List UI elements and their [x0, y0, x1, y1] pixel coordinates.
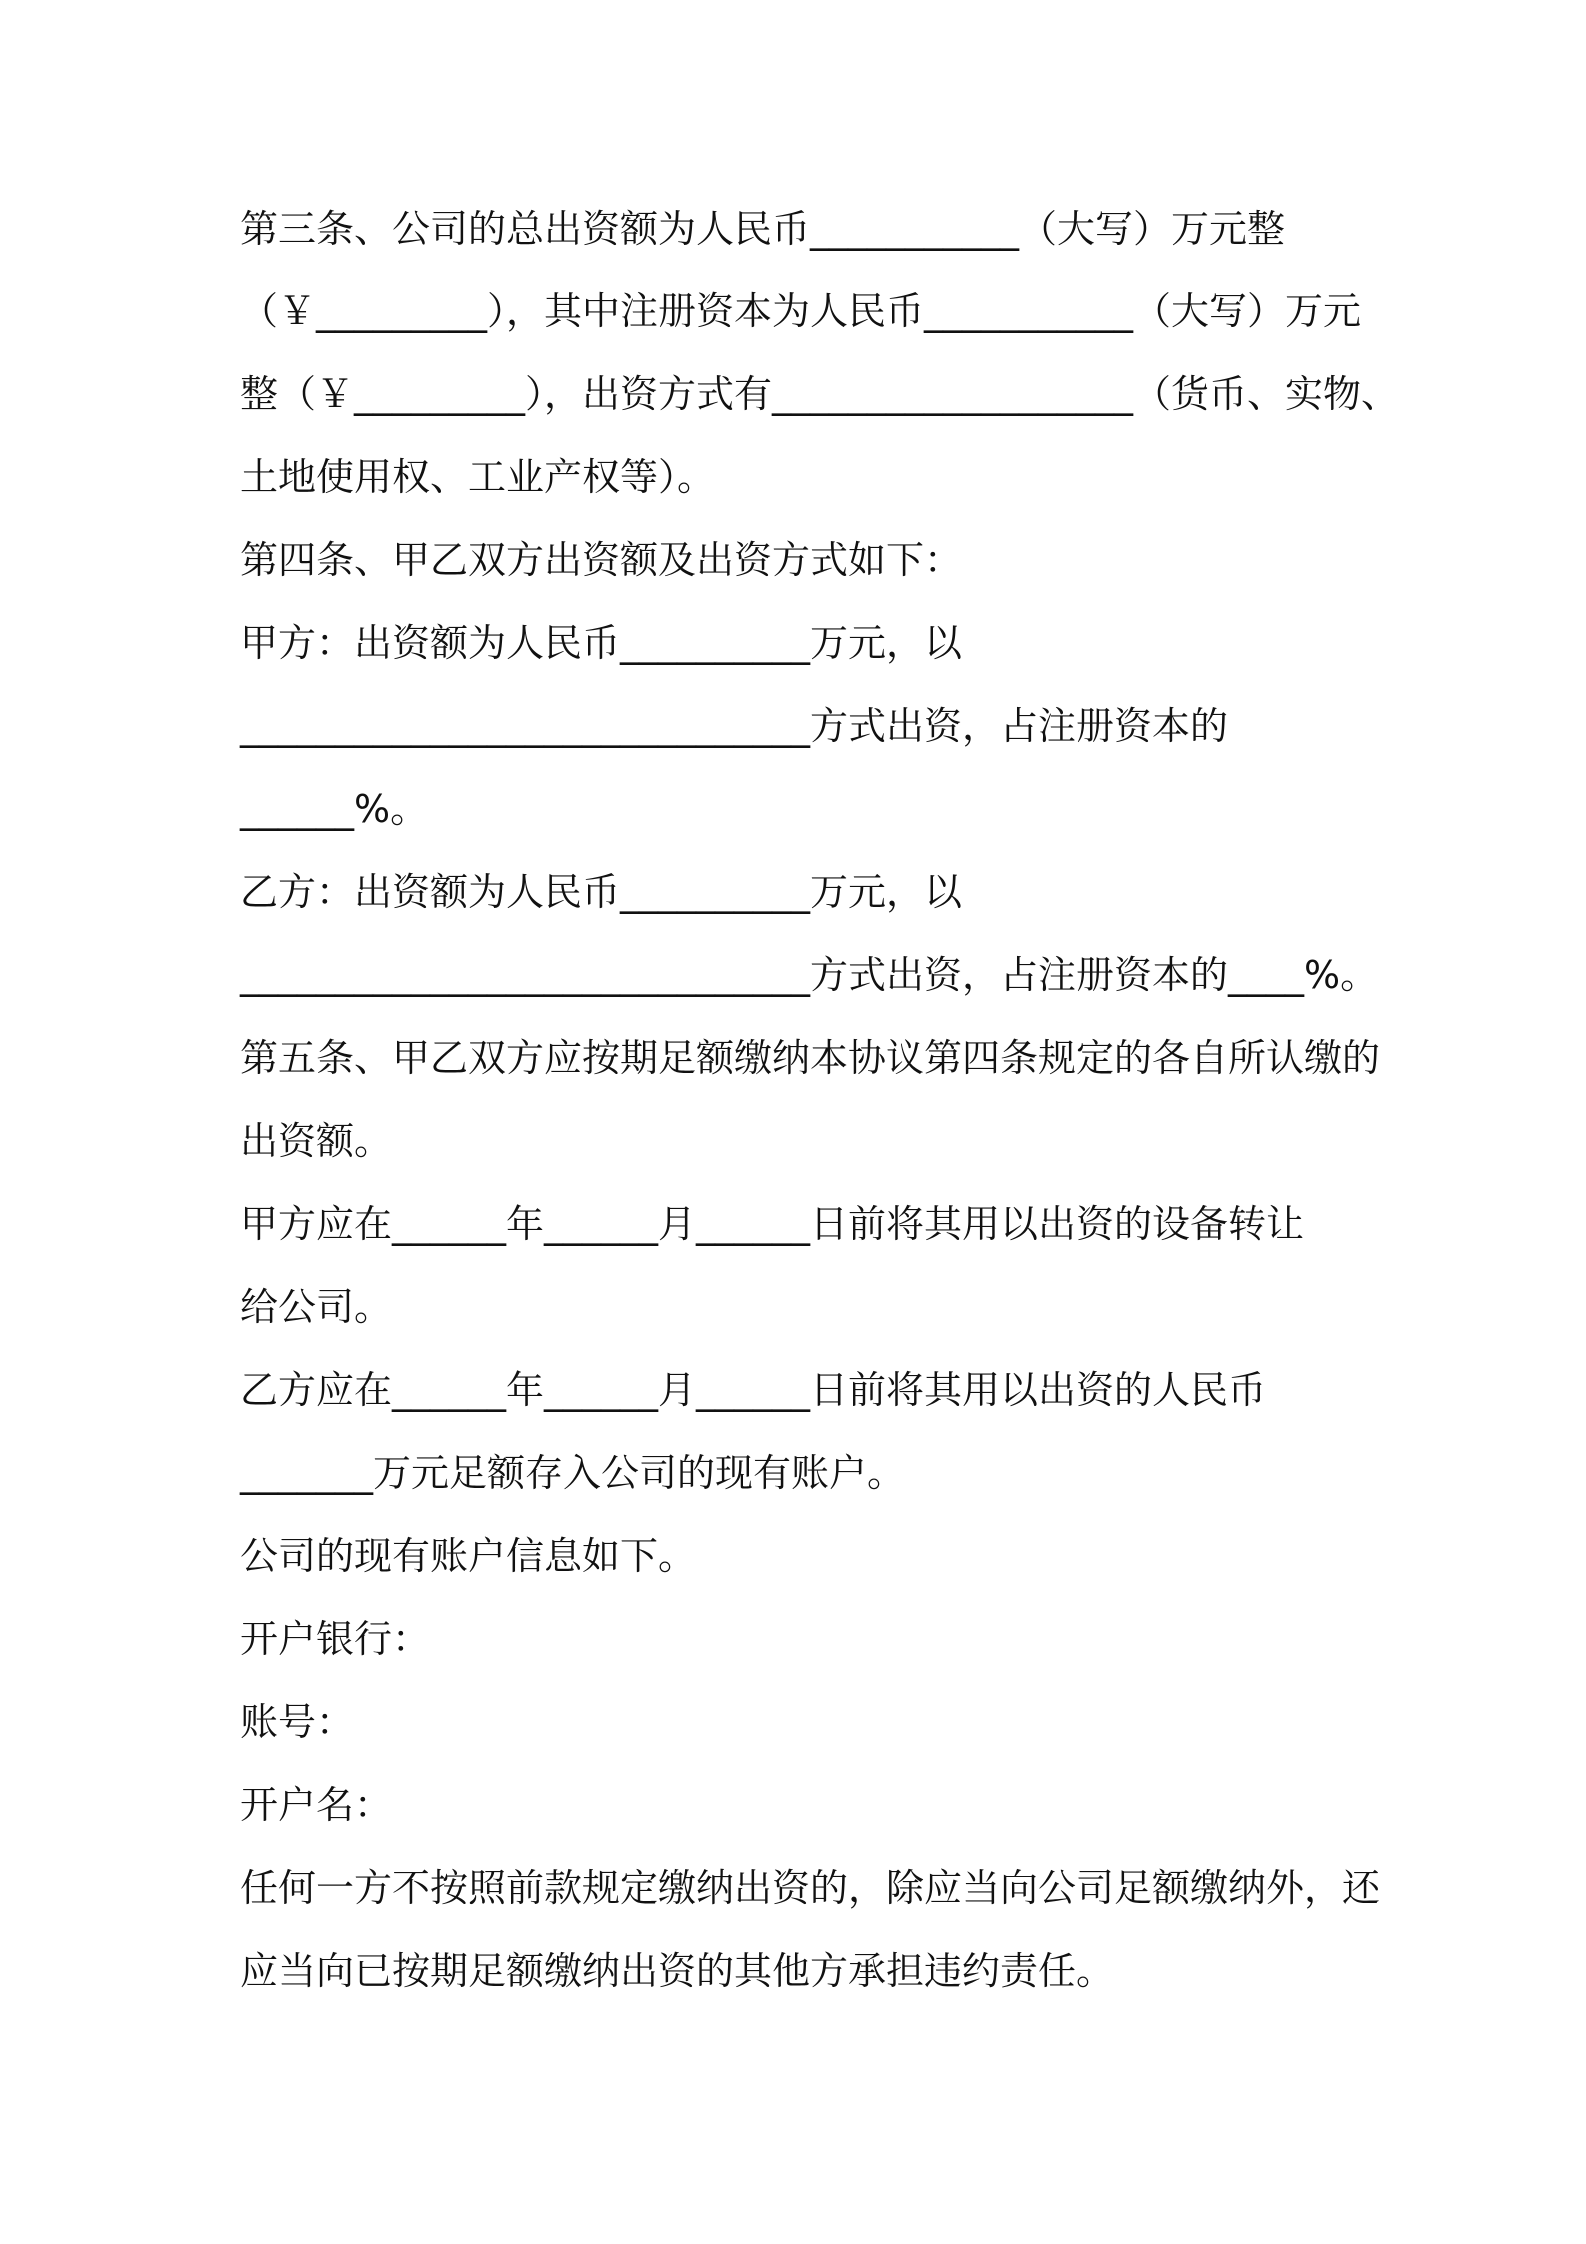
party-b-contribution-line-2: ______________________________方式出资，占注册资本的____%。: [240, 953, 1379, 997]
party-b-deadline-line-2: _______万元足额存入公司的现有账户。: [240, 1451, 906, 1495]
article-3-line-4: 土地使用权、工业产权等）。: [240, 455, 716, 499]
party-b-contribution-line-1: 乙方：出资额为人民币__________万元，以: [240, 870, 963, 914]
account-number-label: 账号：: [240, 1700, 355, 1744]
article-3-line-2: （￥_________），其中注册资本为人民币___________（大写）万元: [240, 289, 1362, 333]
party-a-deadline-line-1: 甲方应在______年______月______日前将其用以出资的设备转让: [240, 1202, 1305, 1246]
liability-clause-line-2: 应当向已按期足额缴纳出资的其他方承担违约责任。: [240, 1949, 1115, 1993]
party-a-deadline-line-2: 给公司。: [240, 1285, 393, 1329]
article-3-line-3: 整（￥_________），出资方式有___________________（货币、实物、: [240, 372, 1400, 416]
article-4-title: 第四条、甲乙双方出资额及出资方式如下：: [240, 538, 963, 582]
account-name-label: 开户名：: [240, 1783, 393, 1827]
liability-clause-line-1: 任何一方不按照前款规定缴纳出资的，除应当向公司足额缴纳外，还: [240, 1866, 1381, 1910]
article-3-line-1: 第三条、公司的总出资额为人民币___________（大写）万元整: [240, 207, 1286, 251]
article-5-line-1: 第五条、甲乙双方应按期足额缴纳本协议第四条规定的各自所认缴的: [240, 1036, 1381, 1080]
account-info-intro: 公司的现有账户信息如下。: [240, 1534, 697, 1578]
party-a-contribution-line-1: 甲方：出资额为人民币__________万元，以: [240, 621, 963, 665]
party-a-contribution-line-2: ______________________________方式出资，占注册资本的: [240, 704, 1229, 748]
article-5-line-2: 出资额。: [240, 1119, 393, 1163]
party-b-deadline-line-1: 乙方应在______年______月______日前将其用以出资的人民币: [240, 1368, 1267, 1412]
party-a-contribution-line-3: ______%。: [240, 787, 429, 831]
account-bank-label: 开户银行：: [240, 1617, 431, 1661]
